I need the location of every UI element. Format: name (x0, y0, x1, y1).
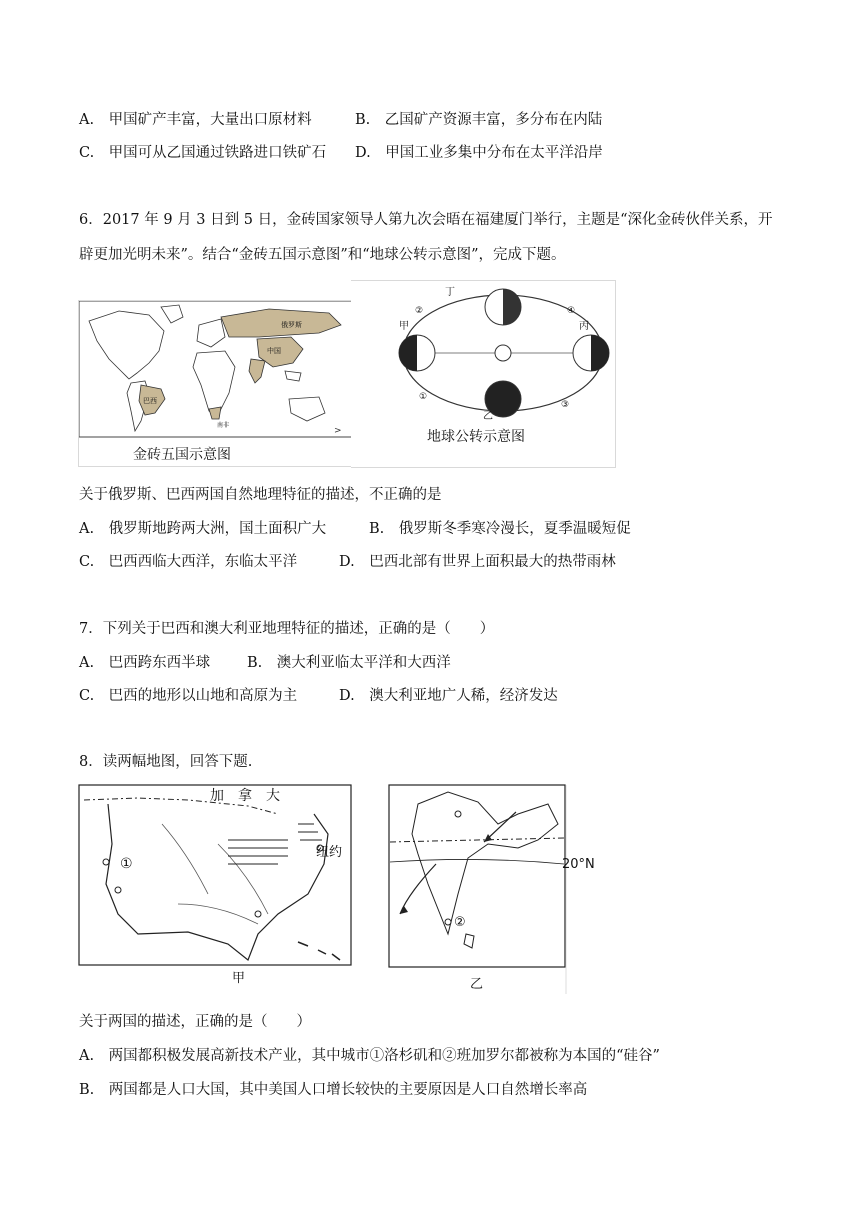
map1-label-newyork: 纽约 (316, 845, 343, 860)
q6-stem-line1: 6．2017 年 9 月 3 日到 5 日，金砖国家领导人第九次会晤在福建厦门举行，主题是“深化金砖伙伴关系，开 (79, 212, 773, 228)
q7-option-c: C. 巴西的地形以山地和高原为主 (79, 688, 298, 704)
q6-options-row1 (79, 519, 631, 539)
map2-label-city2: ② (454, 915, 466, 930)
q5-options-row1 (79, 110, 602, 130)
q6-option-a: A. 俄罗斯地跨两大洲，国土面积广大 (79, 521, 327, 537)
india-map (388, 784, 596, 996)
q5-option-a: A. 甲国矿产丰富，大量出口原材料 (79, 112, 312, 128)
q7-options-row2 (79, 686, 558, 706)
q6-option-b: B. 俄罗斯冬季寒冷漫长，夏季温暖短促 (369, 521, 631, 537)
q6-options-row2 (79, 552, 616, 572)
orbit-label-n2: ② (415, 306, 424, 316)
map1-label-canada: 加 拿 大 (210, 788, 280, 804)
q5-options-row2 (79, 143, 603, 163)
q7-stem: 7．下列关于巴西和澳大利亚地理特征的描述，正确的是（ ） (79, 621, 495, 637)
q5-option-c: C. 甲国可从乙国通过铁路进口铁矿石 (79, 145, 327, 161)
q7-options-row1 (79, 653, 451, 673)
orbit-label-yi: 乙 (483, 411, 493, 422)
brics-map-caption: 金砖五国示意图 (133, 447, 231, 463)
map-label-south-africa: 南非 (217, 422, 230, 429)
usa-map-figure (78, 784, 382, 996)
orbit-caption: 地球公转示意图 (427, 429, 525, 445)
india-map-figure (388, 784, 596, 996)
map-label-brazil: 巴西 (143, 397, 157, 405)
q5-option-d: D. 甲国工业多集中分布在太平洋沿岸 (355, 145, 603, 161)
map-label-china: 中国 (267, 347, 281, 355)
map2-caption: 乙 (470, 977, 484, 992)
map-arrow-glyph: > (334, 426, 342, 436)
q5-option-b: B. 乙国矿产资源丰富，多分布在内陆 (355, 112, 603, 128)
q6-option-d: D. 巴西北部有世界上面积最大的热带雨林 (339, 554, 616, 570)
usa-map (78, 784, 382, 996)
q6-option-c: C. 巴西西临大西洋，东临太平洋 (79, 554, 298, 570)
map2-label-lat: 20°N (562, 857, 595, 872)
orbit-label-bing: 丙 (579, 321, 589, 332)
orbit-label-ding: 丁 (445, 287, 455, 298)
orbit-label-n4: ④ (567, 306, 576, 316)
map1-caption: 甲 (232, 971, 246, 986)
q7-option-d: D. 澳大利亚地广人稀，经济发达 (339, 688, 558, 704)
q8-stem: 8．读两幅地图，回答下题. (79, 754, 253, 770)
q7-option-a: A. 巴西跨东西半球 (79, 655, 211, 671)
earth-orbit-figure (351, 280, 616, 468)
orbit-label-n3: ③ (561, 400, 570, 410)
brics-map-figure (78, 300, 353, 467)
map1-label-city1: ① (120, 856, 133, 872)
orbit-label-n1: ① (419, 392, 428, 402)
q8-sub-question: 关于两国的描述，正确的是（ ） (79, 1014, 311, 1030)
q8-option-a: A. 两国都积极发展高新技术产业，其中城市①洛杉矶和②班加罗尔都被称为本国的“硅谷” (79, 1048, 660, 1064)
earth-orbit-diagram (351, 281, 615, 467)
orbit-label-jia: 甲 (399, 321, 409, 332)
q6-stem-line2: 辟更加光明未来”。结合“金砖五国示意图”和“地球公转示意图”，完成下题。 (79, 247, 566, 263)
q8-option-b: B. 两国都是人口大国，其中美国人口增长较快的主要原因是人口自然增长率高 (79, 1082, 588, 1098)
q6-sub-question: 关于俄罗斯、巴西两国自然地理特征的描述，不正确的是 (79, 487, 442, 503)
q7-option-b: B. 澳大利亚临太平洋和大西洋 (247, 655, 451, 671)
map-label-russia: 俄罗斯 (281, 321, 302, 329)
brics-world-map (79, 301, 352, 466)
